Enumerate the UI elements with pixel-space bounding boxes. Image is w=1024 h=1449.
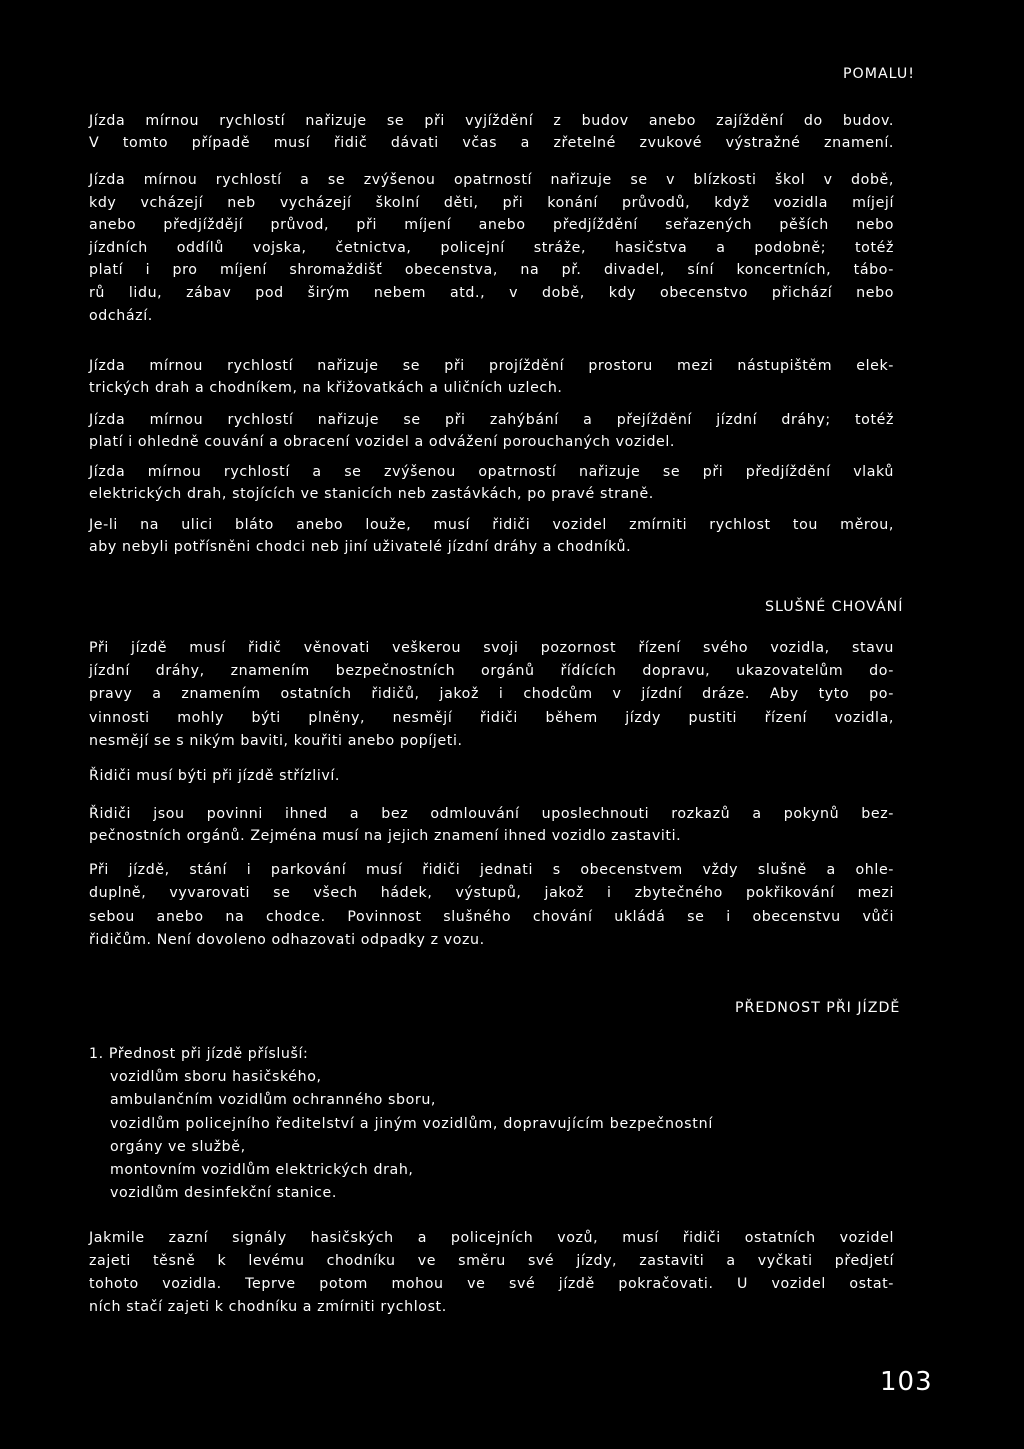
text-line: aby nebyli potřísněni chodci neb jiní uživatelé jízdní dráhy a chodníků. — [89, 539, 632, 555]
paragraph-skoly — [89, 169, 894, 327]
text-line: trických drah a chodníkem, na křižovatkách a uličních uzlech. — [89, 380, 563, 396]
text-line: duplně, vyvarovati se všech hádek, výstupů, jakož i zbytečného pokřikování mezi — [89, 885, 894, 902]
text-line: tohoto vozidla. Teprve potom mohou ve své jízdě pokračovati. U vozidel ostat- — [89, 1276, 894, 1292]
text-line: vinnosti mohly býti plněny, nesmějí řidiči během jízdy pustiti řízení vozidla, — [89, 709, 894, 726]
text-line: nesmějí se s nikým baviti, kouřiti anebo popíjeti. — [89, 732, 463, 749]
text-line: pečnostních orgánů. Zejména musí na jejich znamení ihned vozidlo zastaviti. — [89, 828, 682, 844]
paragraph-vyjizdeni — [89, 110, 894, 154]
text-line: Jízda mírnou rychlostí nařizuje se při projíždění prostoru mezi nástupištěm elek- — [89, 358, 894, 374]
paragraph-organy — [89, 803, 894, 847]
paragraph-slusnost — [89, 859, 894, 953]
text-line: platí i ohledně couvání a obracení vozidel a odvážení porouchaných vozidel. — [89, 434, 676, 450]
text-line: Jízda mírnou rychlostí nařizuje se při zahýbání a přejíždění jízdní dráhy; totéž — [89, 412, 894, 428]
list-item: vozidlům desinfekční stanice. — [110, 1185, 337, 1202]
text-line: jízdních oddílů vojska, četnictva, policejní stráže, hasičstva a podobně; totéž — [89, 239, 894, 256]
section-heading-chovani: SLUŠNÉ CHOVÁNÍ — [765, 599, 904, 615]
text-line: Při jízdě musí řidič věnovati veškerou svoji pozornost řízení svého vozidla, stavu — [89, 640, 894, 656]
text-line: rů lidu, zábav pod širým nebem atd., v době, kdy obecenstvo přichází nebo — [89, 284, 894, 301]
list-item: montovním vozidlům elektrických drah, — [110, 1162, 414, 1179]
running-header: POMALU! — [843, 66, 915, 82]
paragraph-signaly — [89, 1227, 894, 1319]
text-line: platí i pro míjení shromaždišť obecenstva, na př. divadel, síní koncertních, tábo- — [89, 262, 894, 279]
list-item: orgány ve službě, — [110, 1138, 246, 1155]
text-line: Při jízdě, stání i parkování musí řidiči jednati s obecenstvem vždy slušně a ohle- — [89, 862, 894, 878]
text-line: Je-li na ulici bláto anebo louže, musí řidiči vozidel zmírniti rychlost tou měrou, — [89, 517, 894, 533]
list-item: vozidlům sboru hasičského, — [110, 1069, 322, 1086]
list-items — [89, 1066, 713, 1205]
text-line: jízdní dráhy, znamením bezpečnostních orgánů řídících dopravu, ukazovatelům do- — [89, 663, 894, 680]
list-intro: 1. Přednost při jízdě přísluší: — [89, 1046, 309, 1062]
section-heading-prednost: PŘEDNOST PŘI JÍZDĚ — [735, 1000, 901, 1016]
text-line: Řidiči jsou povinni ihned a bez odmlouvání uposlechnouti rozkazů a pokynů bez- — [89, 806, 894, 822]
text-line: V tomto případě musí řidič dávati včas a zřetelné zvukové výstražné znamení. — [89, 135, 894, 151]
page-number: 103 — [880, 1367, 933, 1397]
text-line: ních stačí zajeti k chodníku a zmírniti rychlost. — [89, 1299, 447, 1315]
text-line: odchází. — [89, 307, 153, 324]
paragraph-pozornost — [89, 637, 894, 753]
text-line: kdy vcházejí neb vycházejí školní děti, při konání průvodů, když vozidla míjejí — [89, 194, 894, 211]
text-line: Jakmile zazní signály hasičských a policejních vozů, musí řidiči ostatních vozidel — [89, 1230, 894, 1246]
list-item: vozidlům policejního ředitelství a jiným vozidlům, dopravujícím bezpečnostní — [110, 1115, 714, 1132]
text-line: Jízda mírnou rychlostí a se zvýšenou opatrností nařizuje se v blízkosti škol v době, — [89, 172, 894, 188]
paragraph-zahybani — [89, 409, 894, 453]
paragraph-blato — [89, 514, 894, 558]
paragraph-vlaky — [89, 461, 894, 505]
text-line: zajeti těsně k levému chodníku ve směru své jízdy, zastaviti a vyčkati předjetí — [89, 1253, 894, 1269]
text-line: Jízda mírnou rychlostí a se zvýšenou opatrností nařizuje se při předjíždění vlaků — [89, 464, 894, 480]
text-line: anebo předjíždějí průvod, při míjení anebo předjíždění seřazených pěších nebo — [89, 217, 894, 234]
paragraph-strizlivi — [89, 765, 340, 787]
text-line: řidičům. Není dovoleno odhazovati odpadky z vozu. — [89, 932, 485, 949]
paragraph-nastupiste — [89, 355, 894, 399]
text-line: elektrických drah, stojících ve stanicích neb zastávkách, po pravé straně. — [89, 486, 654, 502]
priority-list — [89, 1043, 713, 1205]
text-line: Řidiči musí býti při jízdě střízliví. — [89, 768, 341, 784]
text-line: Jízda mírnou rychlostí nařizuje se při vyjíždění z budov anebo zajíždění do budov. — [89, 113, 894, 129]
text-line: pravy a znamením ostatních řidičů, jakož i chodcům v jízdní dráze. Aby tyto po- — [89, 686, 894, 703]
list-item: ambulančním vozidlům ochranného sboru, — [110, 1092, 437, 1109]
text-line: sebou anebo na chodce. Povinnost slušného chování ukládá se i obecenstvu vůči — [89, 908, 894, 925]
